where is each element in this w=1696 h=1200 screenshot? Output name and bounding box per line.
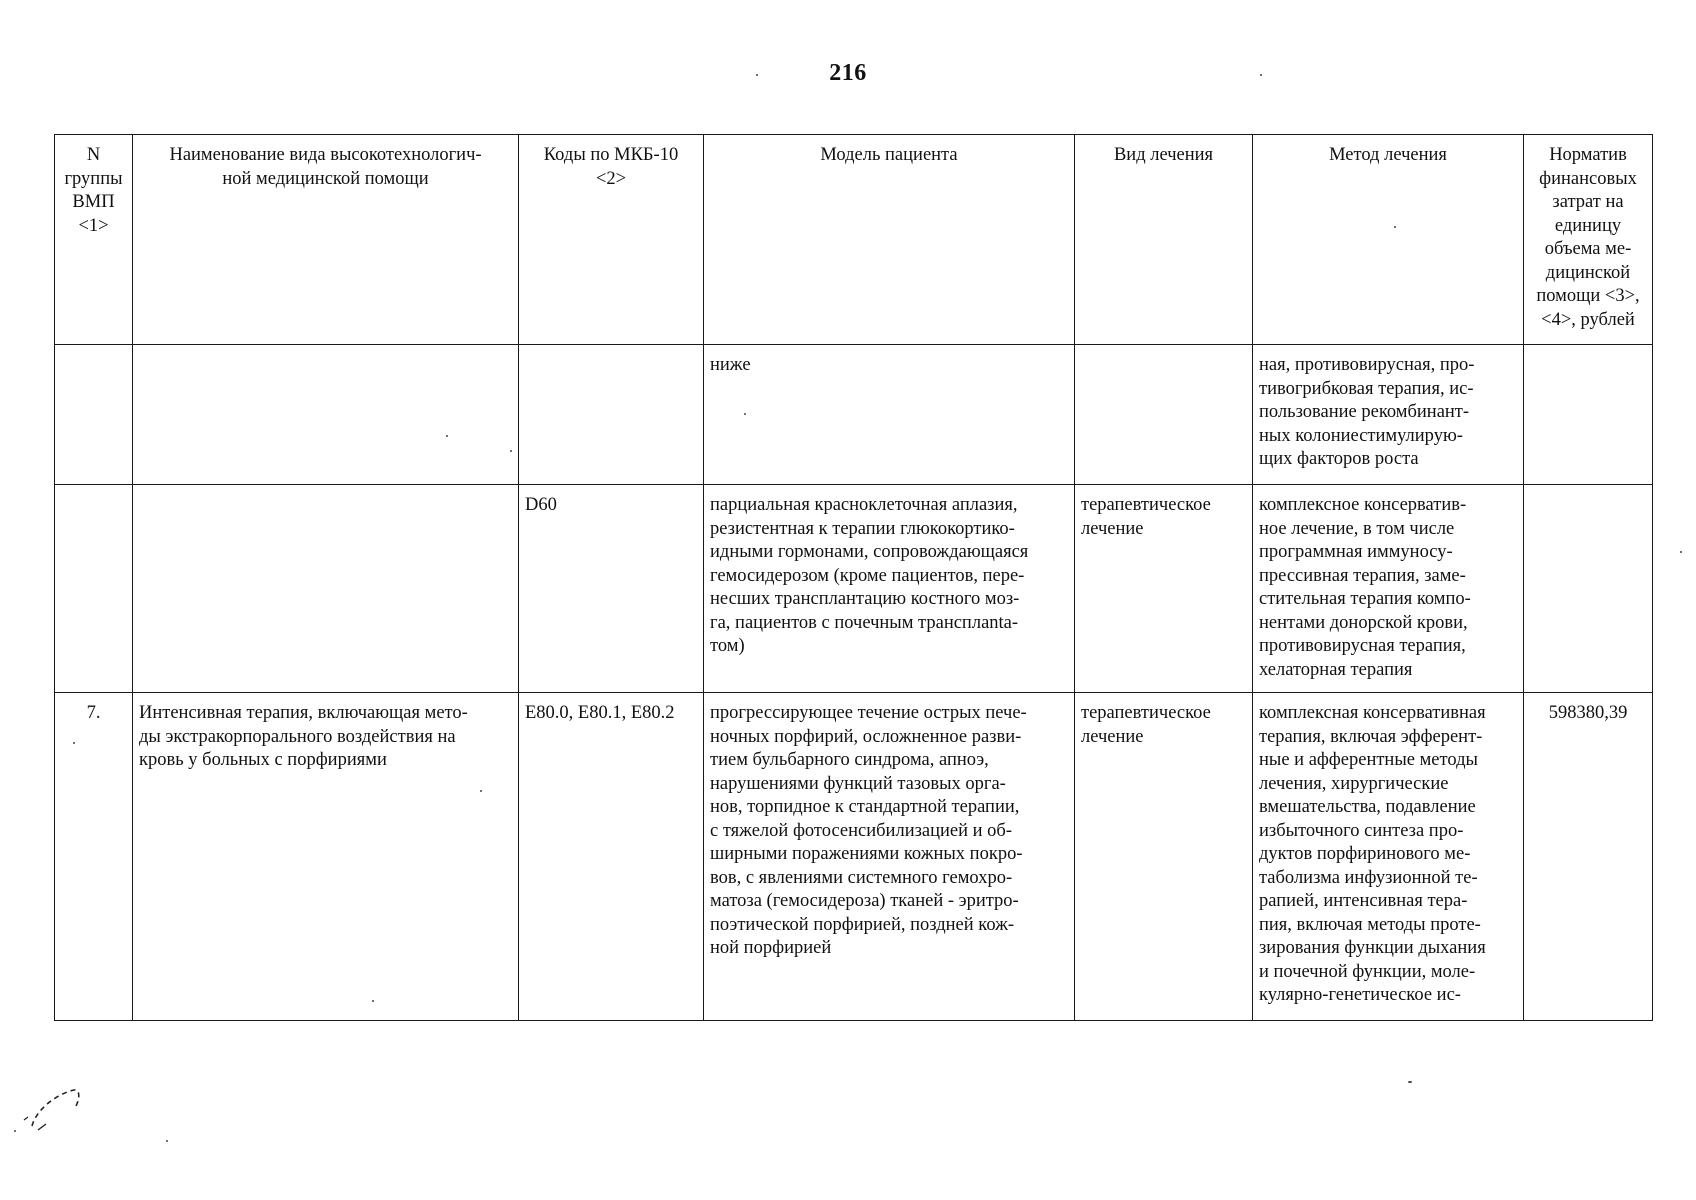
text-line: вов, с явлениями системного гемохро- [710,867,1013,888]
cell-patient-model [704,345,1075,485]
header-name [133,135,519,345]
header-cost-line: <4>, рублей [1541,309,1635,330]
text-line: программная иммуносу- [1259,542,1453,562]
text-line: прессивная терапия, заме- [1259,565,1466,586]
cell-cost-norm [1524,485,1653,693]
text-line: пользование рекомбинант- [1259,402,1470,422]
text-line: терапевтическое [1081,703,1211,723]
header-name-line: ной медицинской помощи [222,168,429,189]
text-line: том) [710,636,745,656]
cell-name [133,693,519,1021]
text-line: нов, торпидное к стандартной терапии, [710,797,1020,817]
text-line: поэтической порфирией, поздней кож- [710,914,1015,935]
text-line: рапией, интенсивная тера- [1259,891,1468,911]
header-group-no [55,135,133,345]
cell-cost-norm [1524,345,1653,485]
header-group-no-line: ВМП [72,192,115,212]
text-line: прогрессирующее течение острых пече- [710,703,1027,723]
text-line: кулярно-генетическое ис- [1259,985,1461,1005]
cell-treatment-type [1075,485,1253,693]
header-cost-line: дицинской [1545,262,1631,283]
table-row [55,345,1653,485]
pen-mark-scribble [18,1086,80,1134]
cell-name [133,345,519,485]
scan-speck [166,1140,168,1142]
cell-group-no [55,485,133,693]
table-row [55,693,1653,1021]
text-line: идными гормонами, сопровождающаяся [710,542,1029,562]
text-line: терапевтическое [1081,495,1211,515]
header-icd-line: Коды по МКБ-10 [543,145,679,165]
header-cost-line: затрат на [1552,192,1624,212]
text-line: лечения, хирургические [1259,773,1449,794]
text-line: матоза (гемосидероза) тканей - эритро- [710,891,1019,911]
text-line: нентами донорской крови, [1259,612,1468,633]
text-line: с тяжелой фотосенсибилизацией и об- [710,820,1012,841]
text-line: ные и афферентные методы [1259,750,1478,770]
text-line: терапия, включая эфферент- [1259,726,1483,747]
header-patient-model: Модель пациента [704,135,1075,345]
text-line: ды экстракорпорального воздействия на [139,726,456,747]
header-cost-line: финансовых [1539,168,1637,189]
cell-cost-norm: 598380,39 [1524,693,1653,1021]
cell-icd-codes: E80.0, E80.1, E80.2 [519,693,704,1021]
cell-patient-model [704,693,1075,1021]
text-line: лечение [1081,726,1144,747]
text-line: пия, включая методы проте- [1259,914,1481,935]
text-line: кровь у больных с порфириями [139,750,387,770]
text-line: ное лечение, в том числе [1259,518,1455,539]
header-group-no-line: <1> [78,215,109,236]
scan-speck [372,1000,374,1002]
header-cost-line: единицу [1554,215,1622,236]
header-cost-line: объема ме- [1544,239,1632,259]
scan-speck [1680,551,1682,553]
text-line: тием бульбарного синдрома, апноэ, [710,750,989,770]
text-line: щих факторов роста [1259,449,1419,469]
text-line: Интенсивная терапия, включающая мето- [139,703,468,723]
scan-speck [510,450,512,452]
text-line: лечение [1081,518,1144,539]
text-line: ночных порфирий, осложненное разви- [710,726,1022,747]
text-line: нарушениями функций тазовых орга- [710,773,1006,794]
header-group-no-line: N [86,145,101,165]
table-row [55,485,1653,693]
header-treatment-method: Метод лечения [1253,135,1524,345]
text-line: ных колониестимулирую- [1259,425,1463,446]
text-line: тивогрибковая терапия, ис- [1259,378,1474,399]
text-line: несших трансплантацию костного моз- [710,589,1020,609]
scan-speck [446,435,448,437]
text-line: комплексная консервативная [1259,703,1486,723]
text-line: и почечной функции, моле- [1259,961,1476,982]
page-number: 216 [829,60,867,86]
scan-speck [744,413,746,415]
text-line: дуктов порфиринового ме- [1259,844,1471,864]
text-line: ниже [710,355,751,375]
cell-patient-model [704,485,1075,693]
text-line: таболизма инфузионной те- [1259,867,1478,888]
cell-treatment-method [1253,345,1524,485]
cell-group-no: 7. [55,693,133,1021]
cell-group-no [55,345,133,485]
text-line: гемосидерозом (кроме пациентов, пере- [710,565,1025,586]
cell-icd-codes [519,345,704,485]
text-line: ной порфирией [710,938,832,958]
text-line: ширными поражениями кожных покро- [710,844,1023,864]
header-cost-line: помощи <3>, [1536,286,1640,306]
text-line: ная, противовирусная, про- [1259,355,1475,375]
header-treatment-type: Вид лечения [1075,135,1253,345]
cell-treatment-method [1253,485,1524,693]
header-cost-line: Норматив [1549,145,1627,165]
text-line: зирования функции дыхания [1259,938,1486,958]
text-line: избыточного синтеза про- [1259,820,1464,841]
scan-speck [1408,1081,1412,1083]
header-cost-norm [1524,135,1653,345]
cell-treatment-type [1075,345,1253,485]
cell-treatment-type [1075,693,1253,1021]
scan-speck [1394,226,1396,228]
header-group-no-line: группы [64,168,123,189]
text-line: вмешательства, подавление [1259,797,1476,817]
scan-speck [73,742,75,744]
text-line: комплексное консерватив- [1259,495,1467,515]
text-line: резистентная к терапии глюкокортико- [710,518,1015,539]
scan-speck [14,1130,16,1132]
scan-speck [756,74,758,76]
text-line: стительная терапия компо- [1259,589,1471,609]
header-icd-codes [519,135,704,345]
vmp-table [54,134,1653,1021]
text-line: парциальная красноклеточная аплазия, [710,495,1018,515]
scan-speck [1260,74,1262,76]
text-line: га, пациентов с почечным трансплanta- [710,612,1019,633]
header-icd-line: <2> [595,168,627,189]
scan-speck [480,790,482,792]
header-name-line: Наименование вида высокотехнологич- [169,145,482,165]
text-line: противовирусная терапия, [1259,636,1466,656]
cell-treatment-method [1253,693,1524,1021]
cell-icd-codes: D60 [519,485,704,693]
cell-name [133,485,519,693]
table-header-row [55,135,1653,345]
text-line: хелаторная терапия [1259,659,1413,680]
